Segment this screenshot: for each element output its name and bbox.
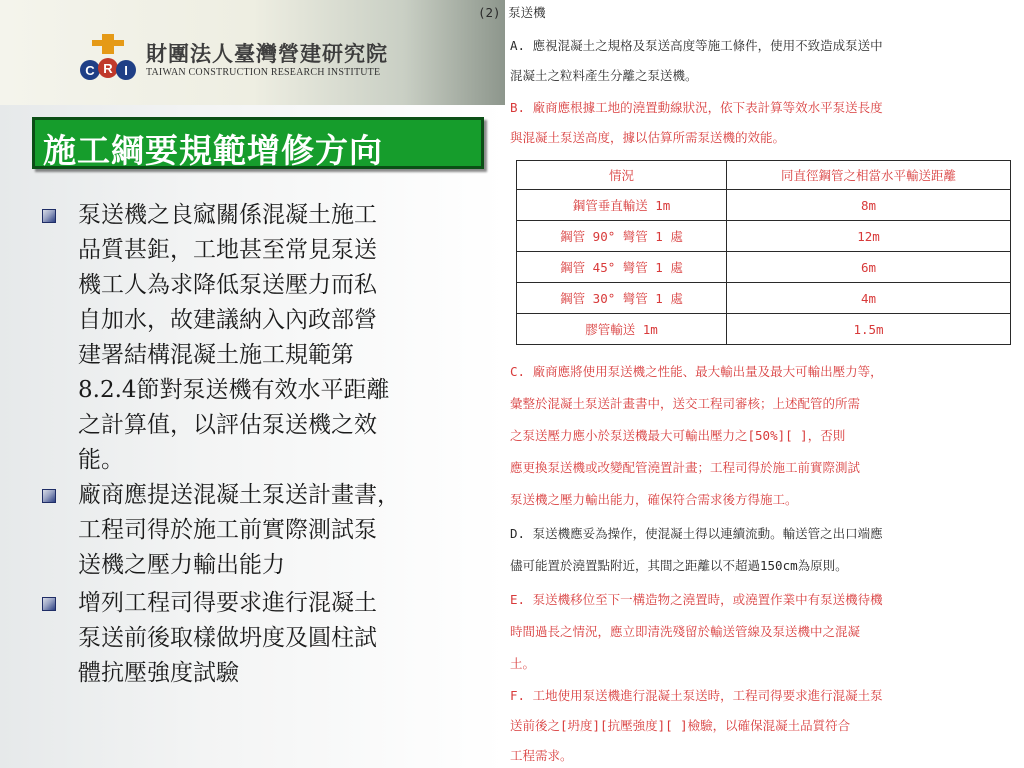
item-c-line: 彙整於混凝土泵送計畫書中，送交工程司審核；上述配管的所需: [510, 396, 861, 411]
item-d-line: 儘可能置於澆置點附近，其間之距離以不超過150cm為原則。: [510, 558, 848, 573]
bullet-text-line: 之計算值，以評估泵送機之效: [78, 412, 377, 438]
table-cell: 6m: [727, 252, 1011, 283]
table-cell: 膠管輸送 1m: [517, 314, 727, 345]
square-bullet-icon: [42, 209, 56, 223]
table-cell: 1.5m: [727, 314, 1011, 345]
bullet-text-line: 自加水，故建議納入內政部營: [78, 307, 377, 333]
item-b-line: B. 廠商應根據工地的澆置動線狀況，依下表計算等效水平泵送長度: [510, 100, 883, 115]
bullet-text-line: 8.2.4節對泵送機有效水平距離: [78, 377, 390, 403]
item-a-line: A. 應視混凝土之規格及泵送高度等施工條件，使用不致造成泵送中: [510, 38, 883, 53]
slide-title: 施工綱要規範增修方向: [43, 131, 383, 170]
table-header-cell: 情況: [517, 161, 727, 190]
item-e-line: 時間過長之情況，應立即清洗殘留於輸送管線及泵送機中之混凝: [510, 624, 861, 639]
bullet-text-line: 工程司得於施工前實際測試泵: [78, 517, 377, 543]
section-heading: (2) 泵送機: [478, 5, 546, 20]
logo-letter-i: I: [124, 63, 128, 78]
table-row: [517, 283, 1011, 314]
bullet-text-line: 泵送機之良窳關係混凝土施工: [78, 202, 377, 228]
bullet-text-line: 建署結構混凝土施工規範第: [78, 342, 354, 368]
logo-letter-c: C: [85, 63, 95, 78]
table-cell: 12m: [727, 221, 1011, 252]
equivalent-distance-table: [516, 160, 1011, 345]
logo-letter-r: R: [103, 61, 113, 76]
bullet-text-line: 泵送前後取樣做坍度及圓柱試: [78, 625, 377, 651]
bullet-text-line: 機工人為求降低泵送壓力而私: [78, 272, 377, 298]
item-d-line: D. 泵送機應妥為操作，使混凝土得以連續流動。輸送管之出口端應: [510, 526, 883, 541]
item-e-line: E. 泵送機移位至下一構造物之澆置時，或澆置作業中有泵送機待機: [510, 592, 883, 607]
item-f-line: 送前後之[坍度][抗壓強度][ ]檢驗，以確保混凝土品質符合: [510, 718, 851, 733]
table-cell: 鋼管 45° 彎管 1 處: [517, 252, 727, 283]
table-cell: 鋼管 30° 彎管 1 處: [517, 283, 727, 314]
table-cell: 鋼管垂直輸送 1m: [517, 190, 727, 221]
table-header-cell: 同直徑鋼管之相當水平輸送距離: [727, 161, 1011, 190]
item-f-line: 工程需求。: [510, 748, 573, 763]
bullet-text-line: 體抗壓強度試驗: [78, 660, 239, 686]
slide-title-box: [32, 117, 484, 169]
bullet-text-line: 能。: [78, 447, 124, 473]
item-c-line: 應更換泵送機或改變配管澆置計畫；工程司得於施工前實際測試: [510, 460, 861, 475]
table-cell: 4m: [727, 283, 1011, 314]
bullet-text-line: 品質甚鉅，工地甚至常見泵送: [78, 237, 377, 263]
bullet-text-line: 增列工程司得要求進行混凝土: [78, 590, 377, 616]
bullet-text-line: 送機之壓力輸出能力: [78, 552, 285, 578]
table-header-row: [517, 161, 1011, 190]
table-row: [517, 252, 1011, 283]
bullet-text-line: 廠商應提送混凝土泵送計畫書，: [78, 482, 400, 508]
table-cell: 8m: [727, 190, 1011, 221]
item-e-line: 土。: [510, 656, 536, 671]
org-name-chinese: 財團法人臺灣營建研究院: [146, 41, 388, 66]
table-row: [517, 221, 1011, 252]
org-name-english: TAIWAN CONSTRUCTION RESEARCH INSTITUTE: [146, 67, 381, 78]
table-row: [517, 314, 1011, 345]
square-bullet-icon: [42, 489, 56, 503]
square-bullet-icon: [42, 597, 56, 611]
item-c-line: 泵送機之壓力輸出能力，確保符合需求後方得施工。: [510, 492, 798, 507]
slide-panel: [0, 0, 505, 768]
table-cell: 鋼管 90° 彎管 1 處: [517, 221, 727, 252]
item-f-line: F. 工地使用泵送機進行混凝土泵送時，工程司得要求進行混凝土泵: [510, 688, 883, 703]
item-c-line: C. 廠商應將使用泵送機之性能、最大輸出量及最大可輸出壓力等，: [510, 364, 883, 379]
item-c-line: 之泵送壓力應小於泵送機最大可輸出壓力之[50%][ ]，否則: [510, 428, 846, 443]
item-b-line: 與混凝土泵送高度，據以估算所需泵送機的效能。: [510, 130, 786, 145]
cri-logo-icon: [80, 32, 136, 82]
item-a-line: 混凝土之粒料產生分離之泵送機。: [510, 68, 698, 83]
table-row: [517, 190, 1011, 221]
